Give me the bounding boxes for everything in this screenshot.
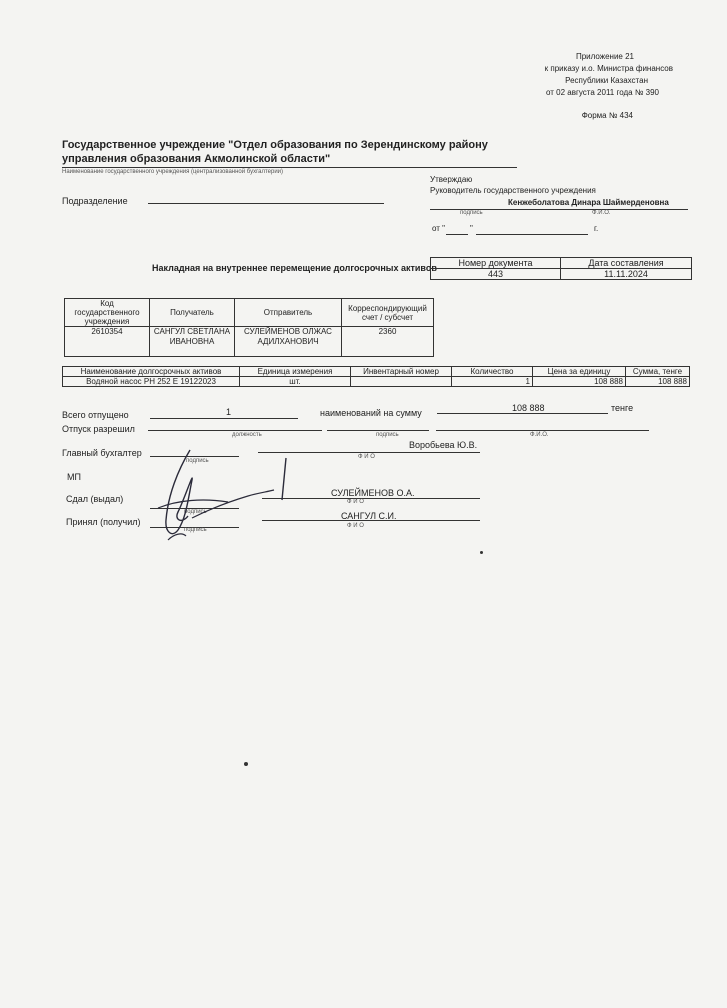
item-quantity: 1 — [452, 377, 533, 387]
approve-label: Утверждаю — [430, 175, 473, 184]
institution-underline — [62, 167, 517, 168]
institution-name-line2: управления образования Акмолинской области" — [62, 153, 331, 165]
doc-date: 11.11.2024 — [561, 269, 692, 280]
fio-caption: Ф.И.О. — [592, 210, 611, 216]
chief-fio-caption: Ф И О — [358, 454, 375, 460]
appendix-line: от 02 августа 2011 года № 390 — [546, 88, 659, 97]
table-row — [63, 377, 690, 387]
item-inventory-number — [351, 377, 452, 387]
items-header: Инвентарный номер — [351, 367, 452, 377]
received-fio-caption: Ф И О — [347, 523, 364, 529]
head-label: Руководитель государственного учреждения — [430, 186, 596, 195]
items-header: Сумма, тенге — [626, 367, 690, 377]
handed-fio-caption: Ф И О — [347, 499, 364, 505]
names-label: наименований на сумму — [320, 408, 422, 418]
chief-signature-caption: подпись — [186, 458, 209, 464]
form-number: Форма № 434 — [581, 111, 633, 120]
parties-cell-sender: СУЛЕЙМЕНОВ ОЛЖАС АДИЛХАНОВИЧ — [235, 327, 342, 357]
item-price: 108 888 — [533, 377, 626, 387]
released-count-line — [150, 418, 298, 419]
handed-over-name: СУЛЕЙМЕНОВ О.А. — [331, 488, 415, 498]
handwritten-signature-icon — [148, 440, 308, 550]
scan-speck — [480, 551, 483, 554]
parties-cell-account: 2360 — [342, 327, 434, 357]
parties-header: Получатель — [150, 299, 235, 327]
signature-caption: подпись — [376, 432, 399, 438]
parties-header: Отправитель — [235, 299, 342, 327]
currency: тенге — [611, 403, 634, 413]
document-title: Накладная на внутреннее перемещение долгосрочных активов — [152, 263, 437, 273]
date-day-line — [446, 234, 468, 235]
item-unit: шт. — [240, 377, 351, 387]
subdivision-label: Подразделение — [62, 196, 128, 206]
appendix-line: Приложение 21 — [575, 52, 634, 61]
parties-table — [64, 298, 434, 357]
release-permitted-label: Отпуск разрешил — [62, 424, 135, 434]
parties-cell-receiver: САНГУЛ СВЕТЛАНА ИВАНОВНА — [150, 327, 235, 357]
subdivision-line — [148, 203, 384, 204]
stamp-label: МП — [67, 472, 81, 482]
item-name: Водяной насос PH 252 E 19122023 — [63, 377, 240, 387]
position-caption: должность — [232, 432, 262, 438]
released-label: Всего отпущено — [62, 410, 129, 420]
items-header: Единица измерения — [240, 367, 351, 377]
institution-name-line1: Государственное учреждение "Отдел образования по Зерендинскому району — [62, 139, 488, 151]
date-suffix: г. — [594, 224, 599, 233]
handed-signature-caption: подпись — [184, 509, 207, 515]
institution-caption: Наименование государственного учреждения (централизованной бухгалтерии) — [62, 169, 284, 175]
total-sum-line — [437, 413, 608, 414]
released-count: 1 — [226, 407, 232, 417]
scan-speck — [244, 762, 248, 766]
fio-line — [436, 430, 649, 431]
items-header: Цена за единицу — [533, 367, 626, 377]
parties-header: Код государственного учреждения — [65, 299, 150, 327]
chief-accountant-label: Главный бухгалтер — [62, 448, 142, 458]
document-number-date-table — [430, 257, 692, 280]
received-label: Принял (получил) — [66, 517, 141, 527]
appendix-line: к приказу и.о. Министра финансов — [544, 64, 673, 73]
date-mid: " — [470, 224, 473, 233]
parties-cell-code: 2610354 — [65, 327, 150, 357]
items-table — [62, 366, 690, 387]
received-name: САНГУЛ С.И. — [341, 511, 397, 521]
date-month-line — [476, 234, 588, 235]
chief-accountant-name: Воробьева Ю.В. — [409, 440, 478, 450]
item-sum: 108 888 — [626, 377, 690, 387]
doc-date-header: Дата составления — [561, 258, 692, 269]
doc-number: 443 — [431, 269, 561, 280]
fio-caption: Ф.И.О. — [530, 432, 549, 438]
handed-over-label: Сдал (выдал) — [66, 494, 124, 504]
doc-number-header: Номер документа — [431, 258, 561, 269]
signature-line — [327, 430, 429, 431]
date-prefix: от " — [432, 224, 445, 233]
appendix-line: Республики Казахстан — [565, 76, 648, 85]
items-header: Количество — [452, 367, 533, 377]
parties-header: Корреспондирующий счет / субсчет — [342, 299, 434, 327]
total-sum: 108 888 — [512, 403, 545, 413]
items-header: Наименование долгосрочных активов — [63, 367, 240, 377]
received-signature-caption: подпись — [184, 527, 207, 533]
position-line — [148, 430, 322, 431]
signature-caption: подпись — [460, 210, 483, 216]
head-name: Кенжеболатова Динара Шаймерденовна — [508, 198, 669, 207]
